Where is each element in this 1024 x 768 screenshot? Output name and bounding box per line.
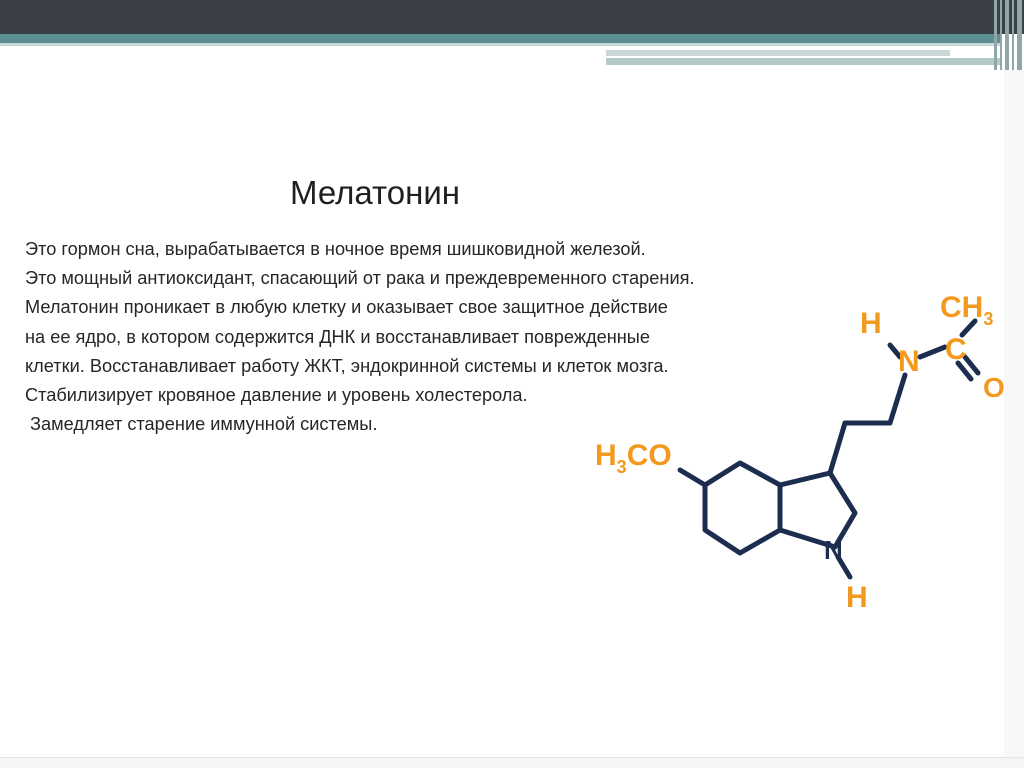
benzene-ring-bonds bbox=[705, 463, 780, 553]
top-teal-strip bbox=[0, 34, 1000, 43]
molecule-ring-atoms bbox=[824, 535, 843, 565]
methyl-label: $CH_3$ bbox=[940, 291, 994, 329]
amide-n-label: N bbox=[898, 345, 920, 378]
body-line: Стабилизирует кровяное давление и уровень холестерола. bbox=[25, 385, 528, 406]
amide-h-label: H bbox=[860, 307, 882, 340]
top-dark-bar bbox=[0, 0, 1024, 34]
slide-title: Мелатонин bbox=[290, 174, 460, 211]
methoxy-label: $H_3CO$ bbox=[595, 439, 672, 477]
indole-h-label: H bbox=[846, 581, 868, 614]
carbonyl-o-label: O bbox=[983, 372, 1005, 403]
decor-strip-lower bbox=[606, 58, 1000, 65]
pyrrole-ring-bonds bbox=[780, 473, 855, 547]
bottom-edge bbox=[0, 757, 1024, 768]
molecule-atoms bbox=[595, 291, 1005, 477]
body-line: клетки. Восстанавливает работу ЖКТ, эндокринной системы и клеток мозга. bbox=[25, 355, 669, 376]
body-line: Мелатонин проникает в любую клетку и оказывает свое защитное действие bbox=[25, 297, 668, 318]
top-light-strip bbox=[0, 43, 1000, 46]
methoxy-bond bbox=[680, 470, 705, 485]
body-line: Замедляет старение иммунной системы. bbox=[25, 414, 378, 435]
ethyl-chain-bonds bbox=[830, 375, 905, 473]
decor-vertical-bars bbox=[994, 0, 1024, 70]
carbonyl-c-label: C bbox=[945, 333, 967, 366]
body-line: Это мощный антиоксидант, спасающий от рака и преждевременного старения. bbox=[25, 268, 695, 289]
indole-n-label: N bbox=[824, 535, 843, 565]
body-line: Это гормон сна, вырабатывается в ночное время шишковидной железой. bbox=[25, 239, 646, 259]
body-line: на ее ядро, в котором содержится ДНК и восстанавливает поврежденные bbox=[25, 326, 650, 347]
amide-nc-bond bbox=[920, 347, 945, 357]
decor-strip-upper bbox=[606, 50, 950, 56]
melatonin-structure-diagram bbox=[590, 285, 1020, 630]
